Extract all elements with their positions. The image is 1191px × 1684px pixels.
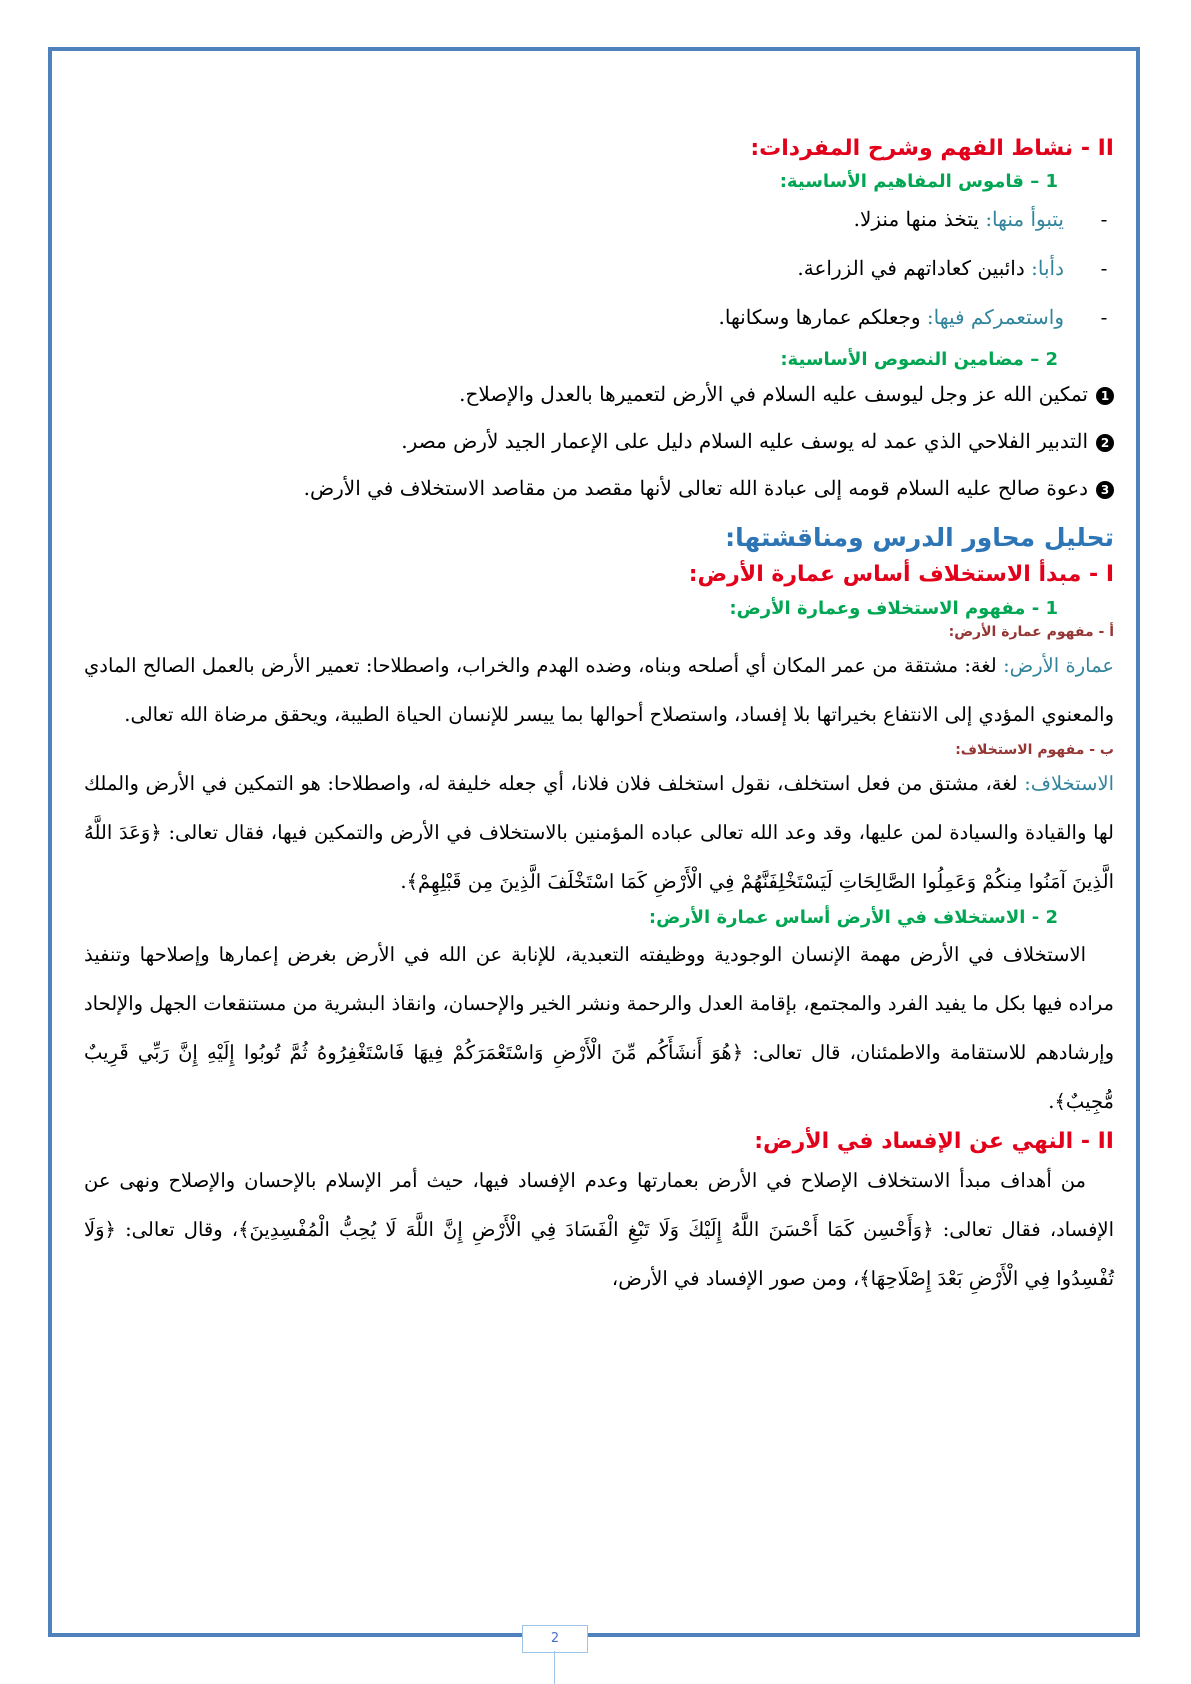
contents-item <box>84 371 1114 418</box>
vocab-list <box>84 195 1114 342</box>
subheading-concepts: 1 - مفهوم الاستخلاف وعمارة الأرض: <box>729 598 1058 620</box>
number-badge: 1 <box>1096 387 1114 405</box>
vocab-term: دأبا: <box>1031 255 1064 280</box>
vocab-item: - يتبوأ منها: يتخذ منها منزلا. <box>853 206 1108 231</box>
vocab-term: يتبوأ منها: <box>985 206 1064 231</box>
document-body <box>84 135 1114 1303</box>
page-number: 2 <box>522 1625 588 1653</box>
vocab-term: واستعمركم فيها: <box>926 304 1064 329</box>
vocab-item: - دأبا: دائبين كعاداتهم في الزراعة. <box>797 255 1108 280</box>
vocab-definition: دائبين كعاداتهم في الزراعة. <box>797 255 1032 280</box>
paragraph-succession-basis: الاستخلاف في الأرض مهمة الإنسان الوجودية ووظيفته التعبدية، للإنابة عن الله في الأرض بغرض إعمارها وإصلاحها وتنفيذ مراده فيها بكل ما يفيد الفرد والمجتمع، بإقامة العدل والرحمة ونشر الخير والإحسان، وانقاذ البشرية من مستنقعات الجهل والإلحاد وإرشادهم للاستقامة والاطمئنان، قال تعالى: ﴿هُوَ أَنشَأَكُم مِّنَ الْأَرْضِ وَاسْتَعْمَرَكُمْ فِيهَا فَاسْتَغْفِرُوهُ ثُمَّ تُوبُوا إِلَيْهِ إِنَّ رَبِّي قَرِيبٌ مُّجِيبٌ﴾. <box>83 942 1114 1113</box>
contents-text: تمكين الله عز وجل ليوسف عليه السلام في الأرض لتعميرها بالعدل والإصلاح. <box>459 382 1088 407</box>
vocab-definition: يتخذ منها منزلا. <box>853 206 986 231</box>
subheading-earth-building: أ - مفهوم عمارة الأرض: <box>948 623 1114 640</box>
subheading-dictionary: 1 – قاموس المفاهيم الأساسية: <box>779 170 1058 192</box>
term-succession: الاستخلاف: <box>1024 772 1114 796</box>
paragraph-succession <box>84 759 1114 906</box>
paragraph-corruption: من أهداف مبدأ الاستخلاف الإصلاح في الأرض بعمارتها وعدم الإفساد فيها، حيث أمر الإسلام بالإحسان والإصلاح ونهى عن الإفساد، فقال تعالى: ﴿وَأَحْسِن كَمَا أَحْسَنَ اللَّهُ إِلَيْكَ وَلَا تَبْغِ الْفَسَادَ فِي الْأَرْضِ إِنَّ اللَّهَ لَا يُحِبُّ الْمُفْسِدِينَ﴾، وقال تعالى: ﴿وَلَا تُفْسِدُوا فِي الْأَرْضِ بَعْدَ إِصْلَاحِهَا﴾، ومن صور الإفساد في الأرض، <box>84 1169 1114 1291</box>
vocab-item: - واستعمركم فيها: وجعلكم عمارها وسكانها. <box>718 304 1108 329</box>
term-earth-building: عمارة الأرض: <box>1003 654 1114 678</box>
subheading-contents: 2 – مضامين النصوص الأساسية: <box>780 348 1058 370</box>
paragraph-text: لغة: مشتقة من عمر المكان أي أصلحه وبناه، وضده الهدم والخراب، واصطلاحا: تعمير الأرض بالعمل الصالح المادي والمعنوي المؤدي إلى الانتفاع بخيراتها بلا إفساد، واستصلاح أحوالها بما ييسر للإنسان الحياة الطيبة، ويحقق مرضاة الله تعالى. <box>84 654 1114 727</box>
paragraph-text: لغة، مشتق من فعل استخلف، نقول استخلف فلان فلانا، أي جعله خليفة له، واصطلاحا: هو التمكين في الأرض والملك لها والقيادة والسيادة لمن عليها، وقد وعد الله تعالى عباده المؤمنين بالاستخلاف في الأرض والتمكين فيها، فقال تعالى: ﴿وَعَدَ اللَّهُ الَّذِينَ آمَنُوا مِنكُمْ وَعَمِلُوا الصَّالِحَاتِ لَيَسْتَخْلِفَنَّهُمْ فِي الْأَرْضِ كَمَا اسْتَخْلَفَ الَّذِينَ مِن قَبْلِهِمْ﴾. <box>84 772 1114 894</box>
number-badge: 3 <box>1096 481 1114 499</box>
contents-item <box>84 418 1114 465</box>
vocab-definition: وجعلكم عمارها وسكانها. <box>718 304 927 329</box>
contents-text: دعوة صالح عليه السلام قومه إلى عبادة الله تعالى لأنها مقصد من مقاصد الاستخلاف في الأرض. <box>303 476 1088 501</box>
section-heading-corruption: II - النهي عن الإفساد في الأرض: <box>754 1128 1114 1154</box>
contents-item <box>84 465 1114 512</box>
paragraph-earth-building <box>84 641 1114 739</box>
contents-text: التدبير الفلاحي الذي عمد له يوسف عليه السلام دليل على الإعمار الجيد لأرض مصر. <box>401 429 1088 454</box>
contents-list <box>84 371 1114 512</box>
section-heading-principle: I - مبدأ الاستخلاف أساس عمارة الأرض: <box>688 561 1114 587</box>
subheading-succession-basis: 2 - الاستخلاف في الأرض أساس عمارة الأرض: <box>648 907 1058 929</box>
analysis-heading: تحليل محاور الدرس ومناقشتها: <box>725 523 1114 553</box>
subheading-succession: ب - مفهوم الاستخلاف: <box>955 742 1114 759</box>
section-heading-comprehension: II - نشاط الفهم وشرح المفردات: <box>750 136 1114 161</box>
page-number-connector <box>554 1651 555 1684</box>
number-badge: 2 <box>1096 434 1114 452</box>
